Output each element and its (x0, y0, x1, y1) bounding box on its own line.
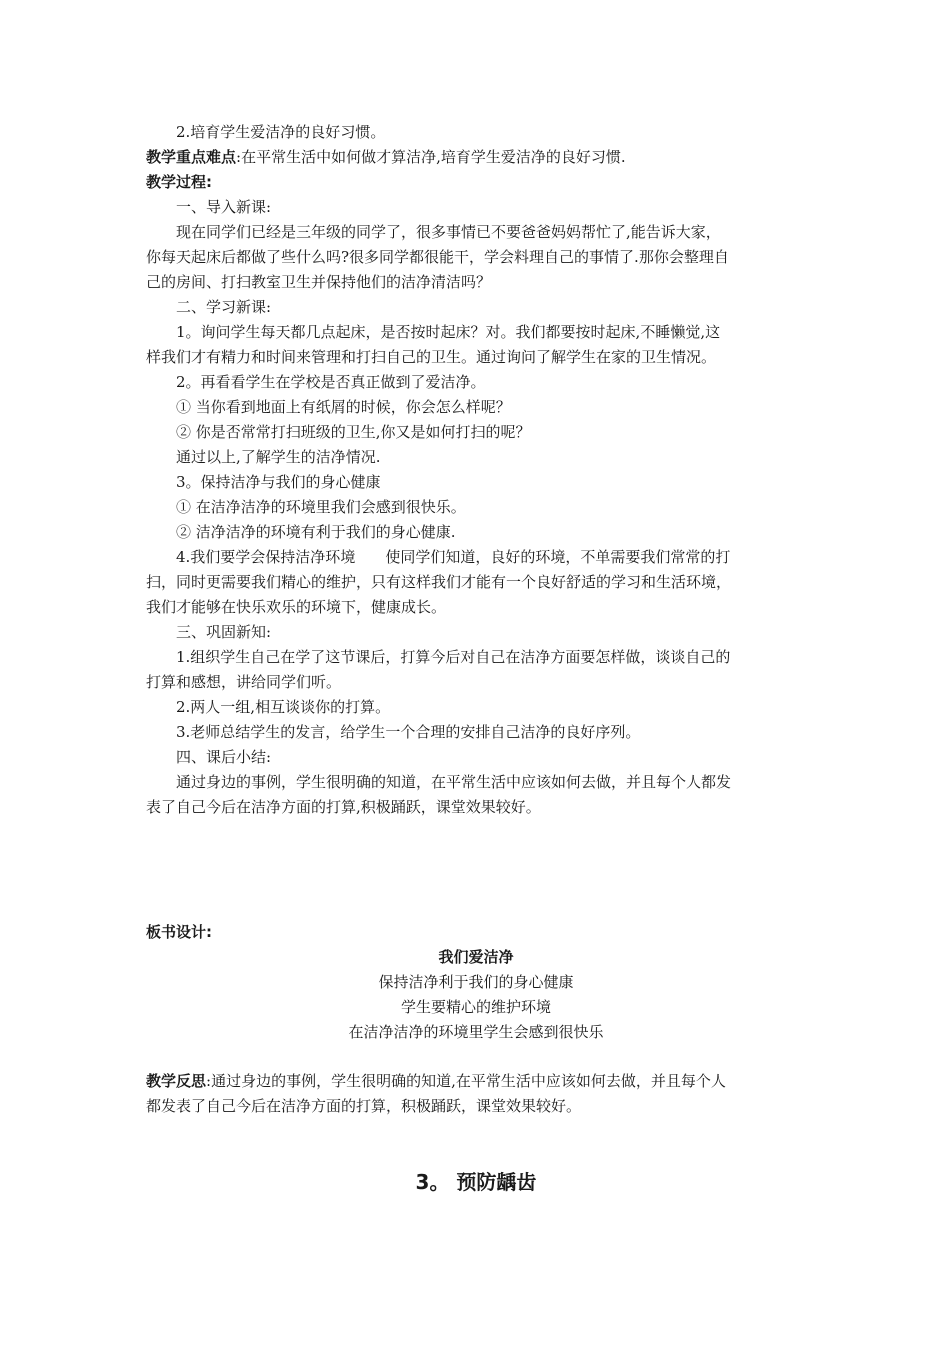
next-lesson-title: 3。 预防龋齿 (415, 1170, 537, 1194)
section-2-item-4b: 扫，同时更需要我们精心的维护，只有这样我们才能有一个良好舒适的学习和生活环境， (146, 573, 732, 591)
board-line-3: 在洁净洁净的环境里学生会感到很快乐 (348, 1023, 604, 1041)
section-3-item-2: 2.两人一组,相互谈谈你的打算。 (176, 698, 391, 716)
process-label: 教学过程: (146, 173, 212, 191)
section-1-title: 一、导入新课: (176, 198, 272, 216)
section-1-line-2: 你每天起床后都做了些什么吗?很多同学都很能干，学会料理自己的事情了.那你会整理自 (146, 248, 729, 266)
board-line-2: 学生要精心的维护环境 (400, 998, 551, 1016)
section-2-title: 二、学习新课: (176, 298, 272, 316)
section-2-item-3a: ① 在洁净洁净的环境里我们会感到很快乐。 (176, 498, 466, 516)
section-4-title: 四、课后小结: (176, 748, 272, 766)
section-2-item-3: 3。保持洁净与我们的身心健康 (176, 473, 381, 491)
reflection-label: 教学反思 (146, 1072, 207, 1090)
section-2-item-2b: ② 你是否常常打扫班级的卫生,你又是如何打扫的呢？ (176, 423, 531, 441)
section-3-item-1a: 1.组织学生自己在学了这节课后，打算今后对自己在洁净方面要怎样做，谈谈自己的 (176, 648, 731, 666)
goal-2: 2.培育学生爱洁净的良好习惯。 (176, 123, 386, 141)
section-2-item-2c: 通过以上,了解学生的洁净情况. (176, 448, 381, 466)
section-2-item-2a: ① 当你看到地面上有纸屑的时候，你会怎么样呢？ (176, 398, 511, 416)
section-4-line-1: 通过身边的事例，学生很明确的知道，在平常生活中应该如何去做，并且每个人都发 (176, 773, 732, 791)
key-label: 教学重点难点 (146, 148, 237, 166)
section-3-title: 三、巩固新知: (176, 623, 272, 641)
section-4-line-2: 表了自己今后在洁净方面的打算,积极踊跃，课堂效果较好。 (146, 798, 541, 816)
section-1-line-3: 己的房间、打扫教室卫生并保持他们的洁净清洁吗？ (146, 273, 492, 291)
document-page (146, 120, 806, 1197)
board-title: 我们爱洁净 (438, 948, 514, 966)
board-line-1: 保持洁净利于我们的身心健康 (378, 973, 574, 991)
section-3-item-3: 3.老师总结学生的发言，给学生一个合理的安排自己洁净的良好序列。 (176, 723, 641, 741)
section-3-item-1b: 打算和感想，讲给同学们听。 (146, 673, 342, 691)
section-2-item-4a: 4.我们要学会保持洁净环境 使同学们知道，良好的环境，不单需要我们常常的打 (176, 548, 731, 566)
key-text: :在平常生活中如何做才算洁净,培育学生爱洁净的良好习惯. (236, 148, 626, 166)
reflection (146, 1069, 806, 1094)
section-2-item-2: 2。再看看学生在学校是否真正做到了爱洁净。 (176, 373, 486, 391)
reflection-text-1: :通过身边的事例，学生很明确的知道,在平常生活中应该如何去做，并且每个人 (206, 1072, 726, 1090)
section-2-item-1b: 样我们才有精力和时间来管理和打扫自己的卫生。通过询问了解学生在家的卫生情况。 (146, 348, 717, 366)
section-1-line-1: 现在同学们已经是三年级的同学了，很多事情已不要爸爸妈妈帮忙了,能告诉大家， (176, 223, 721, 241)
reflection-text-2: 都发表了自己今后在洁净方面的打算，积极踊跃，课堂效果较好。 (146, 1097, 582, 1115)
board-design-label: 板书设计: (146, 923, 212, 941)
section-2-item-3b: ② 洁净洁净的环境有利于我们的身心健康. (176, 523, 456, 541)
section-2-item-4c: 我们才能够在快乐欢乐的环境下，健康成长。 (146, 598, 447, 616)
key-difficulties (146, 145, 806, 170)
section-2-item-1a: 1。询问学生每天都几点起床，是否按时起床？对。我们都要按时起床,不睡懒觉,这 (176, 323, 721, 341)
